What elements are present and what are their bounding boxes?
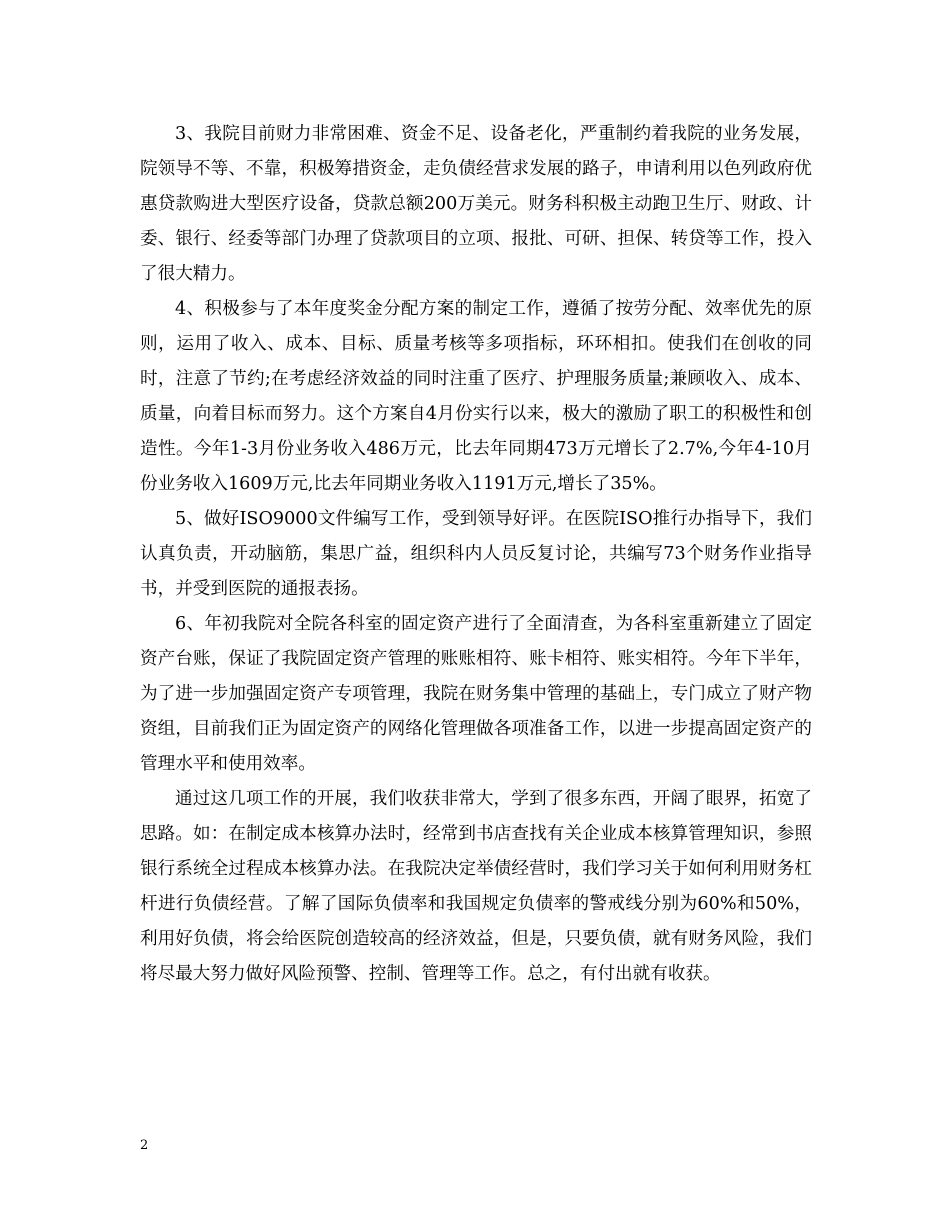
page-number: 2 — [140, 1138, 149, 1153]
body-text — [140, 117, 812, 992]
paragraph-item-4: 4、积极参与了本年度奖金分配方案的制定工作，遵循了按劳分配、效率优先的原则，运用了收入、成本、目标、质量考核等多项指标，环环相扣。使我们在创收的同时，注意了节约;在考虑经济效益的同时注重了医疗、护理服务质量;兼顾收入、成本、质量，向着目标而努力。这个方案自4月份实行以来，极大的激励了职工的积极性和创造性。今年1-3月份业务收入486万元，比去年同期473万元增长了2.7%,今年4-10月份业务收入1609万元,比去年同期业务收入1191万元,增长了35%。 — [140, 299, 812, 494]
paragraph-summary: 通过这几项工作的开展，我们收获非常大，学到了很多东西，开阔了眼界，拓宽了思路。如：在制定成本核算办法时，经常到书店查找有关企业成本核算管理知识，参照银行系统全过程成本核算办法。在我院决定举债经营时，我们学习关于如何利用财务杠杆进行负债经营。了解了国际负债率和我国规定负债率的警戒线分别为60%和50%，利用好负债，将会给医院创造较高的经济效益，但是，只要负债，就有财务风险，我们将尽最大努力做好风险预警、控制、管理等工作。总之，有付出就有收获。 — [140, 789, 812, 984]
paragraph-item-6: 6、年初我院对全院各科室的固定资产进行了全面清查，为各科室重新建立了固定资产台账，保证了我院固定资产管理的账账相符、账卡相符、账实相符。今年下半年，为了进一步加强固定资产专项管理，我院在财务集中管理的基础上，专门成立了财产物资组，目前我们正为固定资产的网络化管理做各项准备工作，以进一步提高固定资产的管理水平和使用效率。 — [140, 614, 812, 774]
paragraph-item-3: 3、我院目前财力非常困难、资金不足、设备老化，严重制约着我院的业务发展，院领导不等、不靠，积极筹措资金，走负债经营求发展的路子，申请利用以色列政府优惠贷款购进大型医疗设备，贷款总额200万美元。财务科积极主动跑卫生厅、财政、计委、银行、经委等部门办理了贷款项目的立项、报批、可研、担保、转贷等工作，投入了很大精力。 — [140, 124, 812, 284]
paragraph-item-5: 5、做好ISO9000文件编写工作，受到领导好评。在医院ISO推行办指导下，我们认真负责，开动脑筋，集思广益，组织科内人员反复讨论，共编写73个财务作业指导书，并受到医院的通报表扬。 — [140, 509, 812, 599]
